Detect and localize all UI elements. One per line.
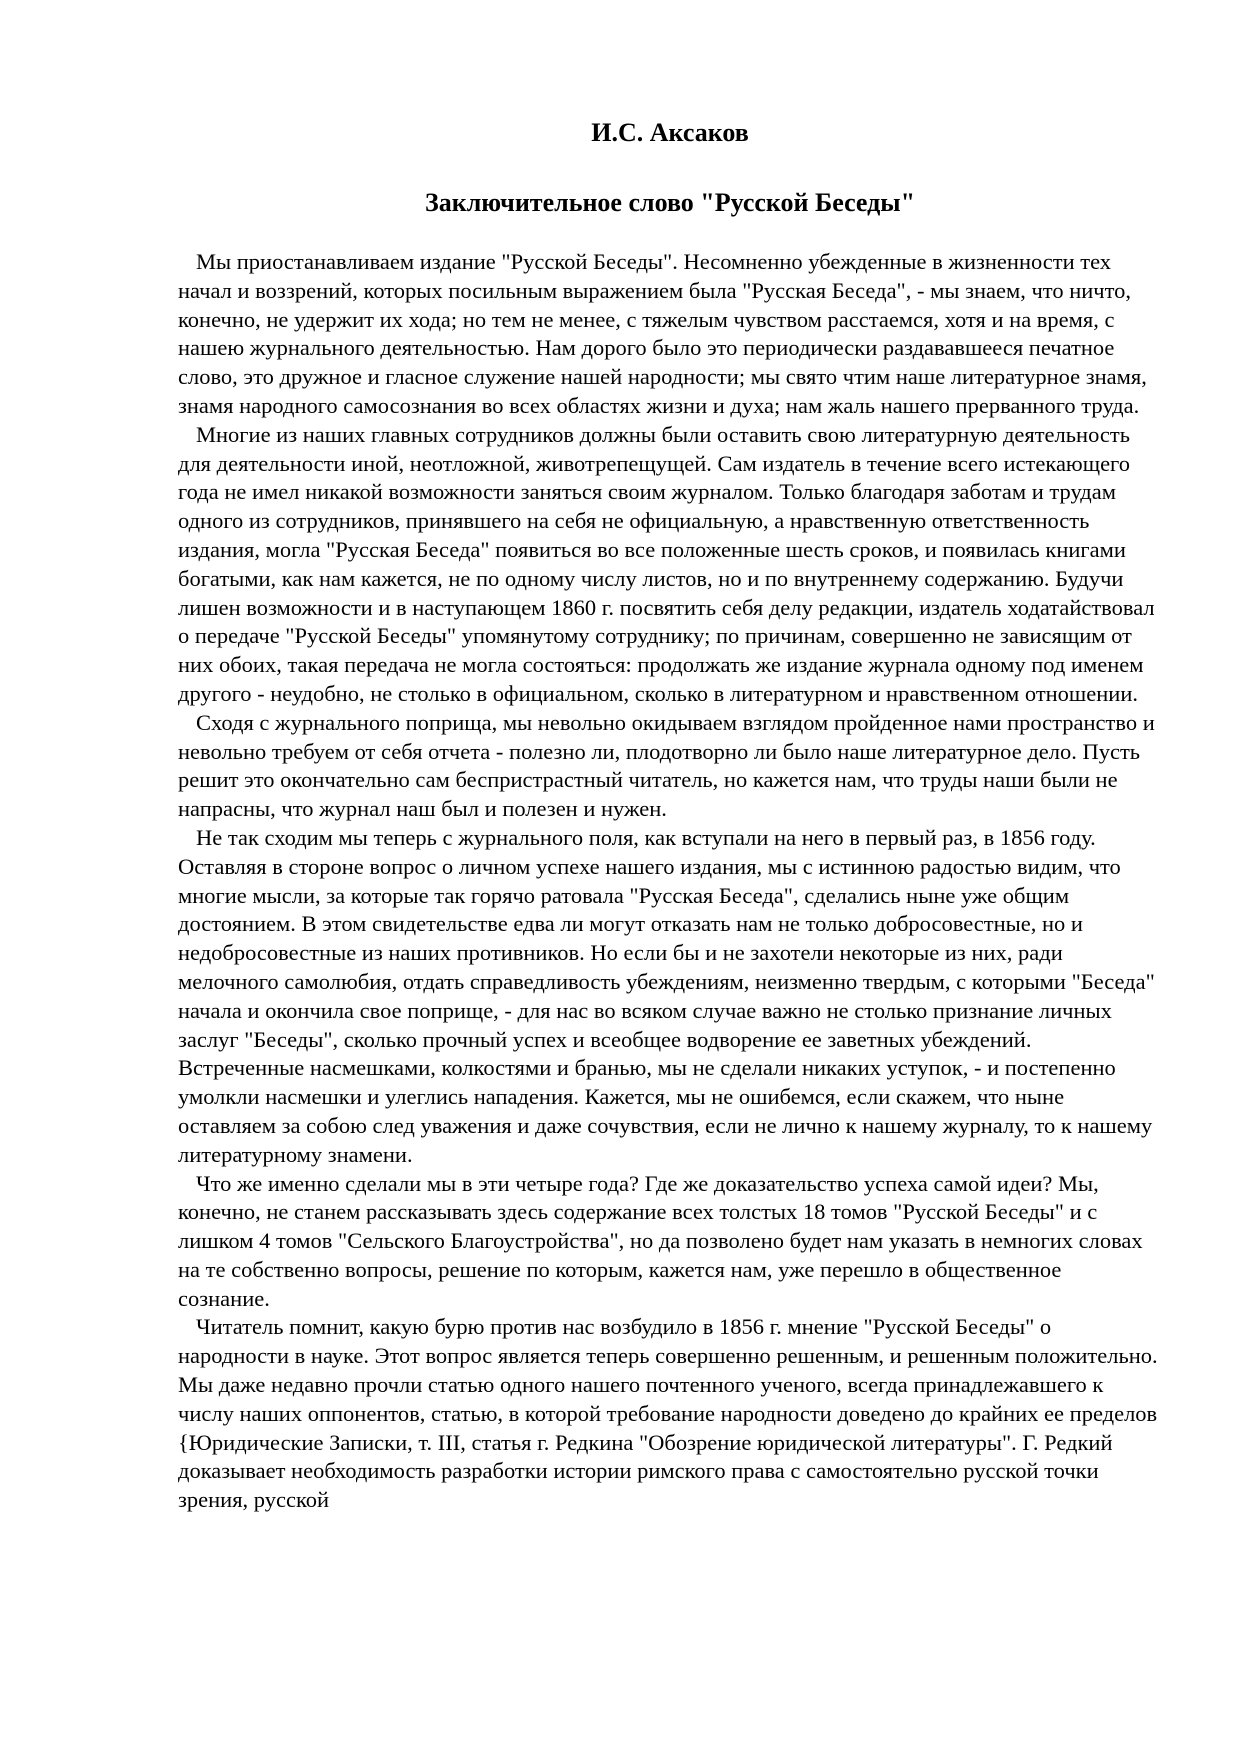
paragraph: Не так сходим мы теперь с журнального поля, как вступали на него в первый раз, в 1856 году. Оставляя в стороне вопрос о личном успехе нашего издания, мы с истинною радостью видим, что многие мысли, за которые так горячо ратовала "Русская Беседа", сделались ныне уже общим достоянием. В этом свидетельстве едва ли могут отказать нам не только добросовестные, но и недобросовестные из наших противников. Но если бы и не захотели некоторые из них, ради мелочного самолюбия, отдать справедливость убеждениям, неизменно твердым, с которыми "Беседа" начала и окончила свое поприще, - для нас во всяком случае важно не столько признание личных заслуг "Беседы", сколько прочный успех и всеобщее водворение ее заветных убеждений. Встреченные насмешками, колкостями и бранью, мы не сделали никаких уступок, - и постепенно умолкли насмешки и улеглись нападения. Кажется, мы не ошибемся, если скажем, что ныне оставляем за собою след уважения и даже сочувствия, если не лично к нашему журналу, то к нашему литературному знамени.	[178, 824, 1155, 1167]
paragraph: Что же именно сделали мы в эти четыре года? Где же доказательство успеха самой идеи? Мы, конечно, не станем рассказывать здесь содержание всех толстых 18 томов "Русской Беседы" и с лишком 4 томов "Сельского Благоустройства", но да позволено будет нам указать в немногих словах на те собственно вопросы, решение по которым, кажется нам, уже перешло в общественное сознание.	[178, 1170, 1143, 1311]
article-body	[178, 248, 1158, 1515]
paragraph: Мы приостанавливаем издание "Русской Беседы". Несомненно убежденные в жизненности тех начал и воззрений, которых посильным выражением была "Русская Беседа", - мы знаем, что ничто, конечно, не удержит их хода; но тем не менее, с тяжелым чувством расстаемся, хотя и на время, с нашею журнального деятельностью. Нам дорого было это периодически раздававшееся печатное слово, это дружное и гласное служение нашей народности; мы свято чтим наше литературное знамя, знамя народного самосознания во всех областях жизни и духа; нам жаль нашего прерванного труда.	[178, 249, 1147, 418]
author-heading: И.С. Аксаков	[591, 118, 749, 147]
article-title: Заключительное слово "Русской Беседы"	[424, 188, 916, 217]
paragraph: Сходя с журнального поприща, мы невольно окидываем взглядом пройденное нами пространство и невольно требуем от себя отчета - полезно ли, плодотворно ли было наше литературное дело. Пусть решит это окончательно сам беспристрастный читатель, но кажется нам, что труды наши были не напрасны, что журнал наш был и полезен и нужен.	[178, 709, 1155, 822]
paragraph: Читатель помнит, какую бурю против нас возбудило в 1856 г. мнение "Русской Беседы" о народности в науке. Этот вопрос является теперь совершенно решенным, и решенным положительно. Мы даже недавно прочли статью одного нашего почтенного ученого, всегда принадлежавшего к числу наших оппонентов, статью, в которой требование народности доведено до крайних ее пределов {Юридические Записки, т. III, статья г. Редкина "Обозрение юридической литературы". Г. Редкий доказывает необходимость разработки истории римского права с самостоятельно русской точки зрения, русской	[178, 1314, 1158, 1513]
paragraph: Многие из наших главных сотрудников должны были оставить свою литературную деятельность для деятельности иной, неотложной, животрепещущей. Сам издатель в течение всего истекающего года не имел никакой возможности заняться своим журналом. Только благодаря заботам и трудам одного из сотрудников, принявшего на себя не официальную, а нравственную ответственность издания, могла "Русская Беседа" появиться во все положенные шесть сроков, и появилась книгами богатыми, как нам кажется, не по одному числу листов, но и по внутреннему содержанию. Будучи лишен возможности и в наступающем 1860 г. посвятить себя делу редакции, издатель ходатайствовал о передаче "Русской Беседы" упомянутому сотруднику; по причинам, совершенно не зависящим от них обоих, такая передача не могла состояться: продолжать же издание журнала одному под именем другого - неудобно, не столько в официальном, сколько в литературном и нравственном отношении.	[178, 421, 1155, 706]
